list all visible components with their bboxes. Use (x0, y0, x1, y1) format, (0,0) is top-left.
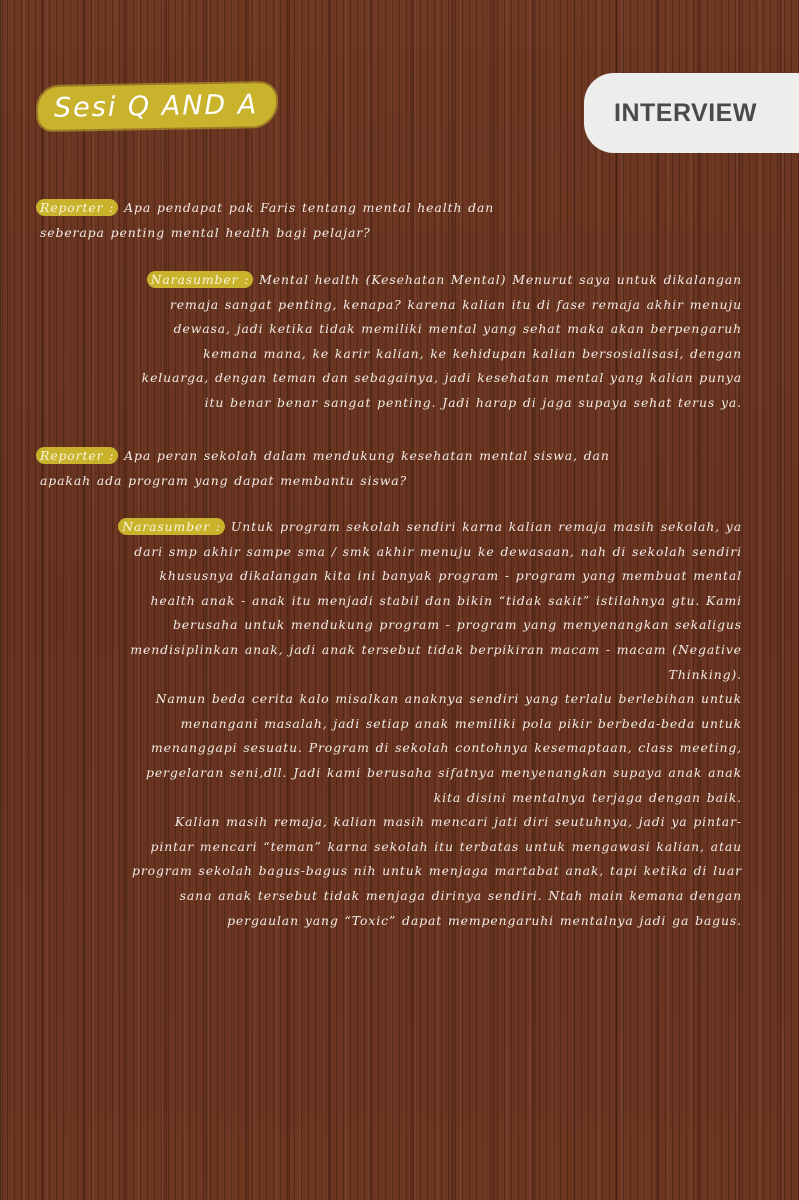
text-line: Kalian masih remaja, kalian masih mencari jati diri seutuhnya, jadi ya pintar- (174, 814, 742, 830)
text-line: dewasa, jadi ketika tidak memiliki mental yang sehat maka akan berpengaruh (173, 321, 742, 337)
text-line: menangani masalah, jadi setiap anak memiliki pola pikir berbeda-beda untuk (180, 715, 742, 731)
text-line: sana anak tersebut tidak menjaga dirinya sendiri. Ntah main kemana dengan (179, 887, 742, 903)
narasumber-answer-2 (42, 515, 742, 933)
interview-badge-label: INTERVIEW (614, 98, 757, 127)
text-line: berusaha untuk mendukung program - program yang menyenangkan sekaligus (172, 617, 742, 633)
text-line: health anak - anak itu menjadi stabil dan bikin “tidak sakit” istilahnya gtu. Kami (150, 592, 742, 608)
text-line: pintar mencari “teman” karna sekolah itu terbatas untuk mengawasi kalian, atau (150, 838, 742, 854)
text-line: seberapa penting mental health bagi pelajar? (40, 224, 371, 240)
text-line: Thinking). (668, 666, 742, 682)
reporter-question-2 (40, 444, 700, 493)
reporter-label: Reporter : (36, 447, 118, 464)
text-line: remaja sangat penting, kenapa? karena kalian itu di fase remaja akhir menuju (169, 296, 742, 312)
text-line: Narasumber : Mental health (Kesehatan Mental) Menurut saya untuk dikalangan (60, 268, 742, 293)
text-line: apakah ada program yang dapat membantu siswa? (40, 472, 408, 488)
text-line: dari smp akhir sampe sma / smk akhir menuju ke dewasaan, nah di sekolah sendiri (134, 543, 742, 559)
text-line: Reporter : Apa peran sekolah dalam mendukung kesehatan mental siswa, dan (40, 444, 700, 469)
narasumber-answer-1 (60, 268, 742, 416)
text-line: mendisiplinkan anak, jadi anak tersebut tidak berpikiran macam - macam (Negative (130, 641, 742, 657)
reporter-question-1 (40, 196, 600, 245)
text-line: kemana mana, ke karir kalian, ke kehidupan kalian bersosialisasi, dengan (203, 345, 742, 361)
text-line: menanggapi sesuatu. Program di sekolah contohnya kesemaptaan, class meeting, (150, 740, 742, 756)
text-line: Reporter : Apa pendapat pak Faris tentang mental health dan (40, 196, 600, 221)
reporter-label: Reporter : (36, 199, 118, 216)
text-line: kita disini mentalnya terjaga dengan baik. (433, 789, 742, 805)
text-line: pergaulan yang “Toxic” dapat mempengaruhi mentalnya jadi ga bagus. (227, 912, 742, 928)
text-line: Namun beda cerita kalo misalkan anaknya sendiri yang terlalu berlebihan untuk (155, 691, 742, 707)
narasumber-label: Narasumber : (147, 271, 254, 288)
text-line: pergelaran seni,dll. Jadi kami berusaha sifatnya menyenangkan supaya anak anak (145, 764, 742, 780)
text-line: khususnya dikalangan kita ini banyak program - program yang membuat mental (159, 568, 742, 584)
page-title: Sesi Q AND A (53, 88, 259, 124)
narasumber-label: Narasumber : (118, 518, 225, 535)
text-line: Narasumber : Untuk program sekolah sendiri karna kalian remaja masih sekolah, ya (42, 515, 742, 540)
text-line: program sekolah bagus-bagus nih untuk menjaga martabat anak, tapi ketika di luar (132, 863, 742, 879)
text-line: itu benar benar sangat penting. Jadi harap di jaga supaya sehat terus ya. (204, 394, 742, 410)
text-line: keluarga, dengan teman dan sebagainya, jadi kesehatan mental yang kalian punya (141, 370, 742, 386)
